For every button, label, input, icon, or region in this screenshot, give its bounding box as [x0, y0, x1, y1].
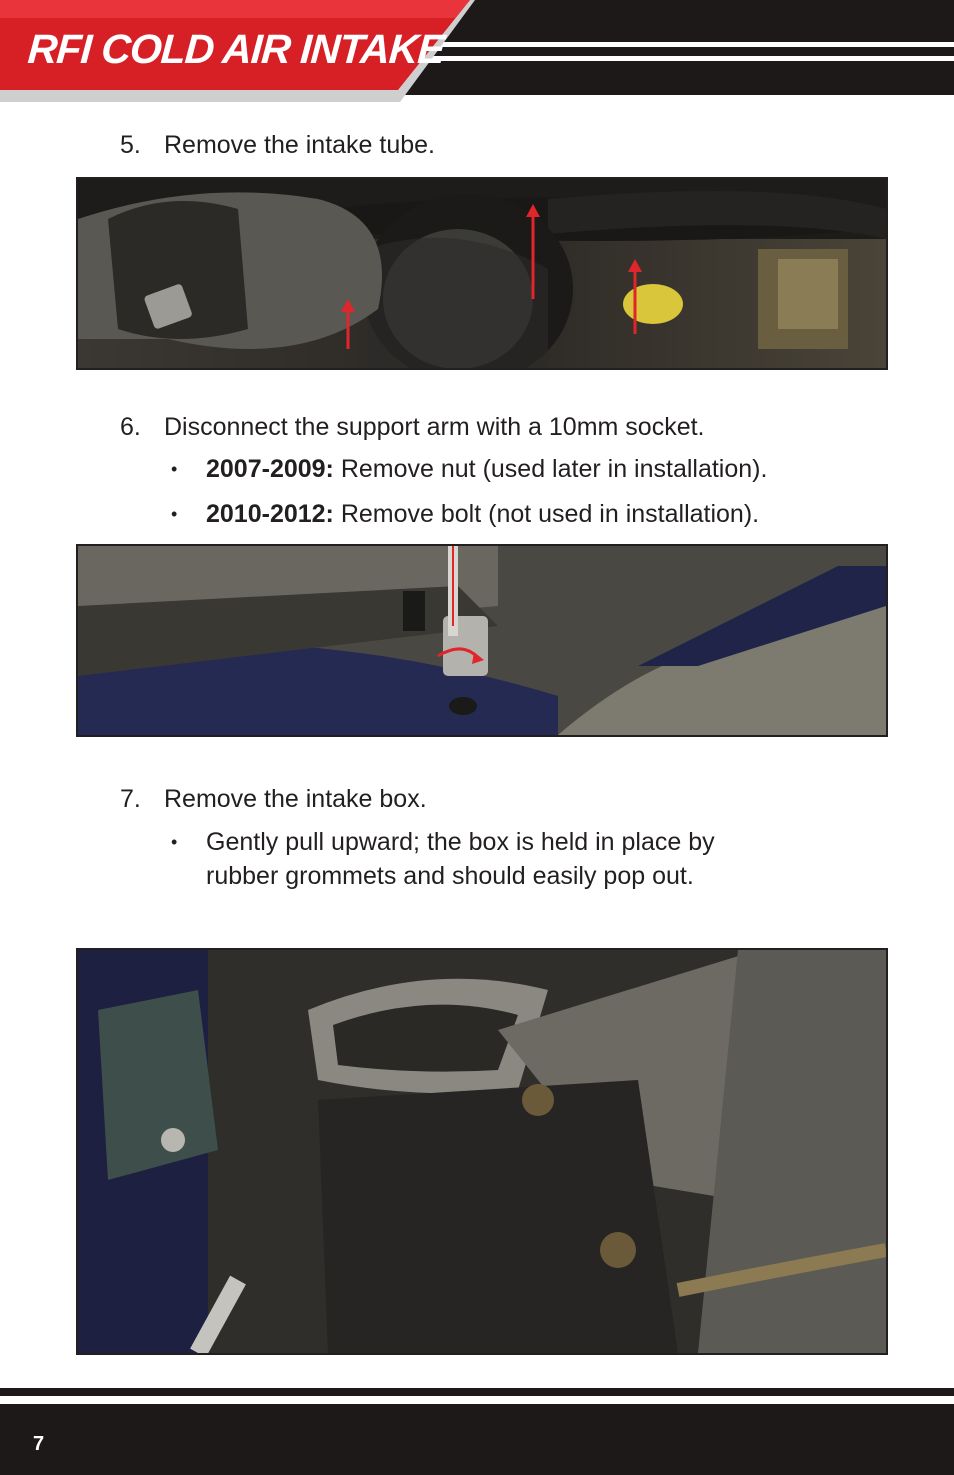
- step-number: 7.: [120, 785, 141, 813]
- bullet-glyph: •: [171, 832, 178, 852]
- footer-bar: [0, 1404, 954, 1475]
- photo-intake-tube: [76, 177, 888, 370]
- bullet-glyph: •: [171, 504, 178, 524]
- bullet-text: Remove bolt (not used in installation).: [333, 500, 760, 528]
- bullet-text: Gently pull upward; the box is held in place by: [206, 828, 715, 856]
- footer-rule: [0, 1388, 954, 1396]
- step-text: Remove the intake tube.: [164, 131, 435, 159]
- year-range: 2007-2009:: [206, 455, 334, 483]
- bullet-text: rubber grommets and should easily pop out.: [206, 862, 694, 890]
- photo-intake-box: [76, 948, 888, 1355]
- step-text: Remove the intake box.: [164, 785, 427, 813]
- step-5: [120, 131, 435, 160]
- bullet-text: Remove nut (used later in installation).: [333, 455, 768, 483]
- step-number: 6.: [120, 413, 141, 441]
- page-number: 7: [33, 1433, 45, 1455]
- step-7: [120, 785, 427, 814]
- photo-support-arm: [76, 544, 888, 737]
- step-6: [120, 413, 705, 442]
- bullet-glyph: •: [171, 459, 178, 479]
- year-range: 2010-2012:: [206, 500, 334, 528]
- step-number: 5.: [120, 131, 141, 159]
- document-title: RFI COLD AIR INTAKE: [26, 26, 446, 72]
- step-text: Disconnect the support arm with a 10mm socket.: [164, 413, 705, 441]
